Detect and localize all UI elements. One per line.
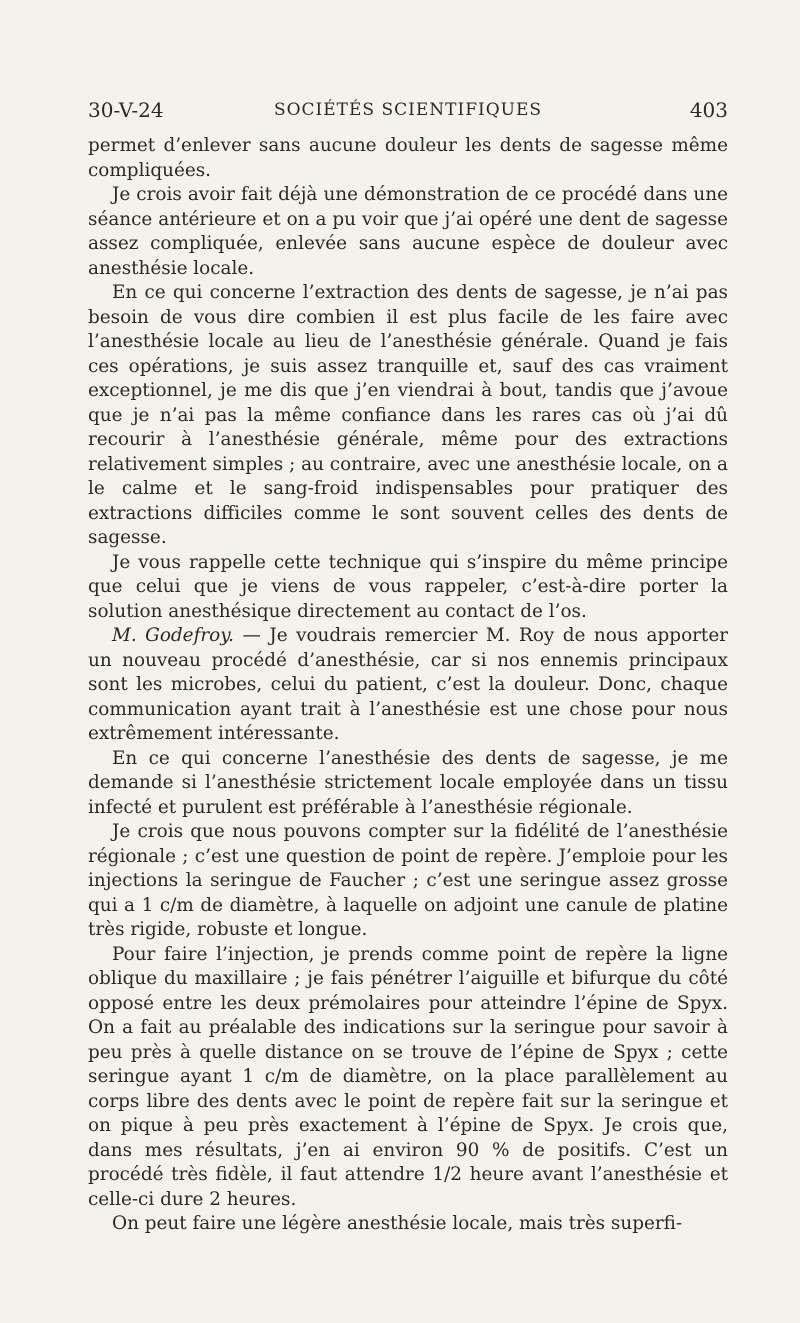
speaker-name: M. Godefroy. <box>112 625 235 646</box>
running-header <box>88 98 728 128</box>
paragraph: Je crois que nous pouvons compter sur la fidélité de l’anesthésie régionale ; c’est une question de point de repère. J’emploie pour les injections la seringue de Faucher ; c’est une seringue assez grosse qui a 1 c/m de diamètre, à laquelle on adjoint une canule de platine très rigide, robuste et longue. <box>88 821 728 940</box>
paragraph: Je vous rappelle cette technique qui s’inspire du même principe que celui que je viens de vous rappeler, c’est-à-dire porter la solution anesthésique directement au contact de l’os. <box>88 551 728 622</box>
paragraph: On peut faire une légère anesthésie locale, mais très superfi- <box>112 1213 683 1234</box>
body-text <box>88 134 728 1237</box>
header-date: 30-V-24 <box>88 98 164 122</box>
paragraph: Je crois avoir fait déjà une démonstration de ce procédé dans une séance antérieure et on a pu voir que j’ai opéré une dent de sagesse assez compliquée, enlevée sans aucune espèce de douleur avec anesthésie locale. <box>88 184 728 279</box>
speaker-text: — Je voudrais remercier M. Roy de nous apporter un nouveau procédé d’anesthésie, car si nos ennemis principaux sont les microbes, celui du patient, c’est la douleur. Donc, chaque communication ayant trait à l’anesthésie est une chose pour nous extrêmement intéressante. <box>88 625 728 744</box>
page-number: 403 <box>689 98 728 122</box>
header-title: SOCIÉTÉS SCIENTIFIQUES <box>273 100 543 120</box>
paragraph: En ce qui concerne l’extraction des dents de sagesse, je n’ai pas besoin de vous dire combien il est plus facile de les faire avec l’anesthésie locale au lieu de l’anesthésie générale. Quand je fais ces opérations, je suis assez tranquille et, sauf des cas vraiment exceptionnel, je me dis que j’en viendrai à bout, tandis que j’avoue que je n’ai pas la même confiance dans les rares cas où j’ai dû recourir à l’anesthésie générale, même pour des extractions relativement simples ; au contraire, avec une anesthésie locale, on a le calme et le sang-froid indispensables pour pratiquer des extractions difficiles comme le sont souvent celles des dents de sagesse. <box>88 282 728 548</box>
paragraph: Pour faire l’injection, je prends comme point de repère la ligne oblique du maxillaire ; je fais pénétrer l’aiguille et bifurque du côté opposé entre les deux prémolaires pour atteindre l’épine de Spyx. On a fait au préalable des indications sur la seringue pour savoir à peu près à quelle distance on se trouve de l’épine de Spyx ; cette seringue ayant 1 c/m de diamètre, on la place parallèlement au corps libre des dents avec le point de repère fait sur la seringue et on pique à peu près exactement à l’épine de Spyx. Je crois que, dans mes résultats, j’en ai environ 90 % de positifs. C’est un procédé très fidèle, il faut attendre 1/2 heure avant l’anesthésie et celle-ci dure 2 heures. <box>88 943 728 1210</box>
paragraph-godefroy <box>88 624 728 747</box>
paragraph: En ce qui concerne l’anesthésie des dents de sagesse, je me demande si l’anesthésie strictement locale employée dans un tissu infecté et purulent est préférable à l’anesthésie régionale. <box>88 747 728 818</box>
paragraph: permet d’enlever sans aucune douleur les dents de sagesse même compliquées. <box>88 135 728 181</box>
